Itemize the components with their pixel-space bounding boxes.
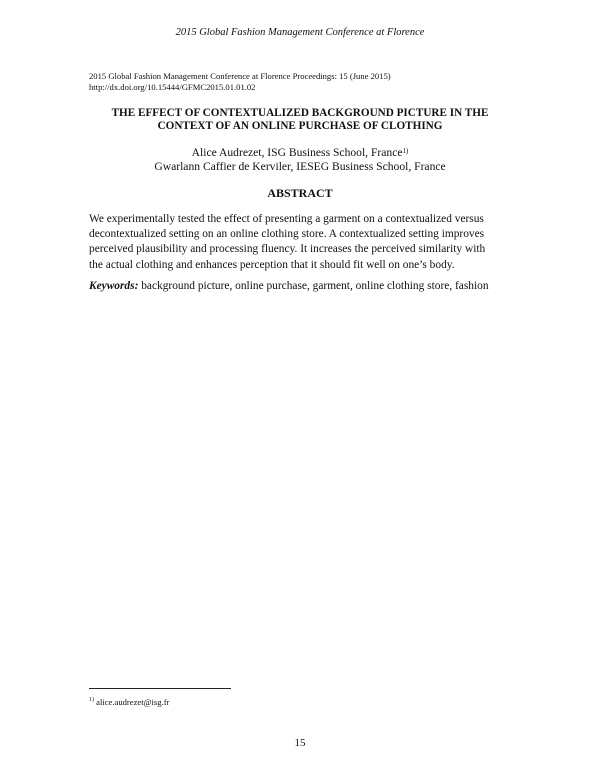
title-line-2: CONTEXT OF AN ONLINE PURCHASE OF CLOTHING — [157, 120, 443, 132]
abstract-line: decontextualized setting on an online clothing store. A contextualized setting improves — [89, 228, 485, 241]
title-line-1: THE EFFECT OF CONTEXTUALIZED BACKGROUND PICTURE IN THE — [111, 107, 489, 119]
keywords-label: Keywords: — [89, 280, 139, 292]
footnote-mark: 1) — [89, 697, 94, 703]
abstract-line: the actual clothing and enhances perception that it should fit well on one’s body. — [89, 258, 455, 271]
page-number: 15 — [294, 737, 306, 749]
abstract-body — [89, 212, 514, 273]
abstract-line: We experimentally tested the effect of presenting a garment on a contextualized versus — [89, 213, 484, 225]
proceedings-info — [89, 71, 391, 93]
paper-title — [60, 107, 540, 133]
author-1-name: Alice Audrezet, ISG Business School, France — [191, 146, 403, 159]
author-2: Gwarlann Caffier de Kerviler, IESEG Business School, France — [154, 160, 446, 173]
author-list — [60, 146, 540, 174]
abstract-line: perceived plausibility and processing fluency. It increases the perceived similarity with — [89, 243, 486, 256]
author-1-footnote-mark[interactable]: 1) — [402, 147, 409, 155]
running-header: 2015 Global Fashion Management Conference at Florence — [175, 27, 425, 38]
keywords — [89, 280, 489, 292]
footnote-divider — [89, 688, 231, 689]
abstract-heading: ABSTRACT — [267, 186, 333, 200]
footnote-email[interactable]: alice.audrezet@isg.fr — [96, 697, 170, 707]
author-1 — [60, 146, 540, 160]
proceedings-citation: 2015 Global Fashion Management Conference at Florence Proceedings: 15 (June 2015) — [89, 71, 391, 81]
footnote — [89, 697, 169, 707]
keywords-text: background picture, online purchase, garment, online clothing store, fashion — [141, 280, 489, 292]
doi-link[interactable]: http://dx.doi.org/10.15444/GFMC2015.01.01.02 — [89, 82, 256, 92]
